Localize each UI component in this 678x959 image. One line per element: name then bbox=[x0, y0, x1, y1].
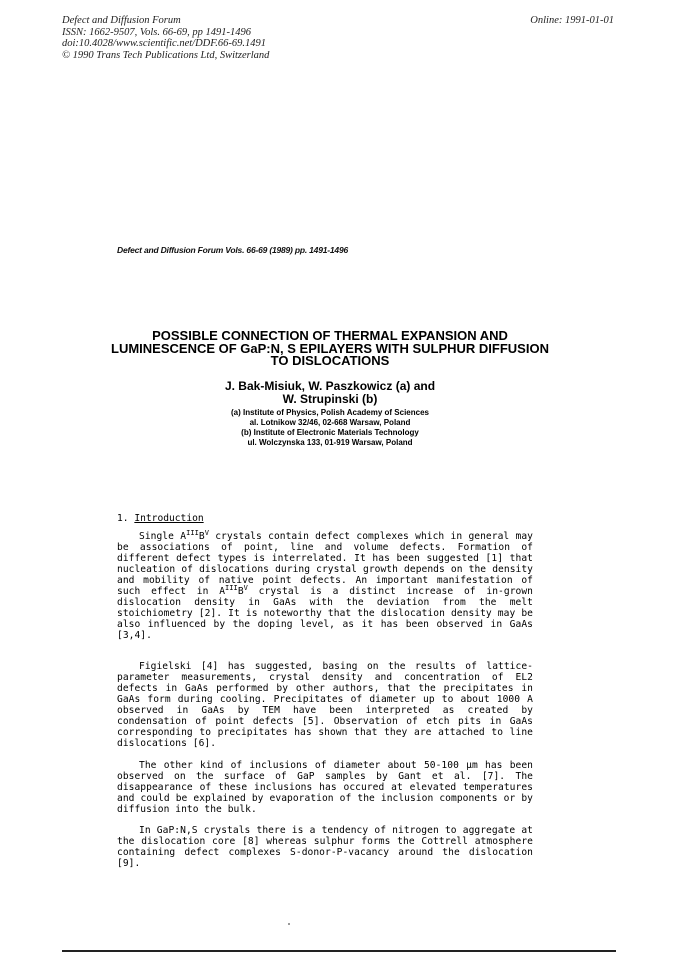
title-line: POSSIBLE CONNECTION OF THERMAL EXPANSION AND bbox=[152, 328, 508, 343]
paragraph-4 bbox=[117, 825, 533, 869]
p1-text: B bbox=[237, 586, 244, 597]
header-journal: Defect and Diffusion Forum bbox=[62, 15, 181, 26]
p1-superscript: V bbox=[204, 528, 209, 537]
title-line: LUMINESCENCE OF GaP:N, S EPILAYERS WITH SULPHUR DIFFUSION bbox=[111, 340, 549, 356]
page-speck bbox=[288, 923, 290, 925]
paper-title bbox=[100, 330, 560, 368]
p1-text: Single A bbox=[139, 531, 187, 542]
p3-text: The other kind of inclusions of diameter about 50-100 μm has been observed on the surface of GaP samples by Gant et al. [7]. The disappearance of these inclusions has occured at elevated temperatures and could be explained by evaporation of the inclusion components or by diffusion into the bulk. bbox=[117, 760, 533, 815]
p1-superscript: III bbox=[186, 528, 199, 537]
affiliation-line: (b) Institute of Electronic Materials Technology bbox=[241, 428, 419, 437]
section-number: 1. bbox=[117, 513, 129, 524]
header-issn: ISSN: 1662-9507, Vols. 66-69, pp 1491-1496 bbox=[62, 26, 251, 38]
p1-superscript: V bbox=[243, 583, 248, 592]
title-line: TO DISLOCATIONS bbox=[270, 353, 390, 368]
affiliations bbox=[180, 408, 480, 448]
bottom-rule bbox=[62, 950, 616, 952]
header-copyright: © 1990 Trans Tech Publications Ltd, Switzerland bbox=[62, 49, 270, 61]
header-doi: doi:10.4028/www.scientific.net/DDF.66-69.1491 bbox=[62, 38, 267, 49]
p1-text: crystals contain defect complexes which in general may be associations of point, line and volume defects. Formation of different defect types is interrelated. It has been suggested [1] that nucleation of dislocations during crystal growth depends on the density and mobility of native point defects. An important manifestation of such effect in A bbox=[117, 531, 533, 597]
section-title: Introduction bbox=[134, 513, 204, 524]
paragraph-1 bbox=[117, 528, 533, 641]
header-citation bbox=[62, 15, 269, 61]
affiliation-line: ul. Wolczynska 133, 01-919 Warsaw, Poland bbox=[247, 438, 413, 447]
p1-text: B bbox=[198, 531, 205, 542]
paragraph-3 bbox=[117, 760, 533, 815]
paragraph-2 bbox=[117, 661, 533, 749]
affiliation-line: al. Lotnikow 32/46, 02-668 Warsaw, Poland bbox=[249, 418, 411, 427]
authors bbox=[180, 380, 480, 406]
authors-line: J. Bak-Misiuk, W. Paszkowicz (a) and bbox=[224, 379, 436, 393]
affiliation-line: (a) Institute of Physics, Polish Academy of Sciences bbox=[231, 408, 429, 417]
p2-text: Figielski [4] has suggested, basing on the results of lattice-parameter measurements, crystal density and concentration of EL2 defects in GaAs performed by other authors, that the precipitates in GaAs form during cooling. Precipitates of diameter up to about 1000 A observed in GaAs by TEM have been interpreted as created by condensation of point defects [5]. Observation of etch pits in GaAs corresponding to precipitates has shown that they are attached to line dislocations [6]. bbox=[117, 661, 533, 749]
p1-superscript: III bbox=[225, 583, 238, 592]
section-heading bbox=[117, 513, 204, 524]
p1-text: crystal is a distinct increase of in-grown dislocation density in GaAs with the deviation from the melt stoichiometry [2]. It is noteworthy that the dislocation density may be also influenced by the doping level, as it has been observed in GaAs [3,4]. bbox=[117, 586, 533, 641]
authors-line: W. Strupinski (b) bbox=[282, 392, 378, 406]
p4-text: In GaP:N,S crystals there is a tendency of nitrogen to aggregate at the dislocation core [8] whereas sulphur forms the Cottrell atmosphere containing defect complexes S-donor-P-vacancy around the dislocation [9]. bbox=[117, 825, 533, 869]
journal-line: Defect and Diffusion Forum Vols. 66-69 (1989) pp. 1491-1496 bbox=[117, 245, 349, 255]
header-online-date: Online: 1991-01-01 bbox=[530, 15, 614, 26]
